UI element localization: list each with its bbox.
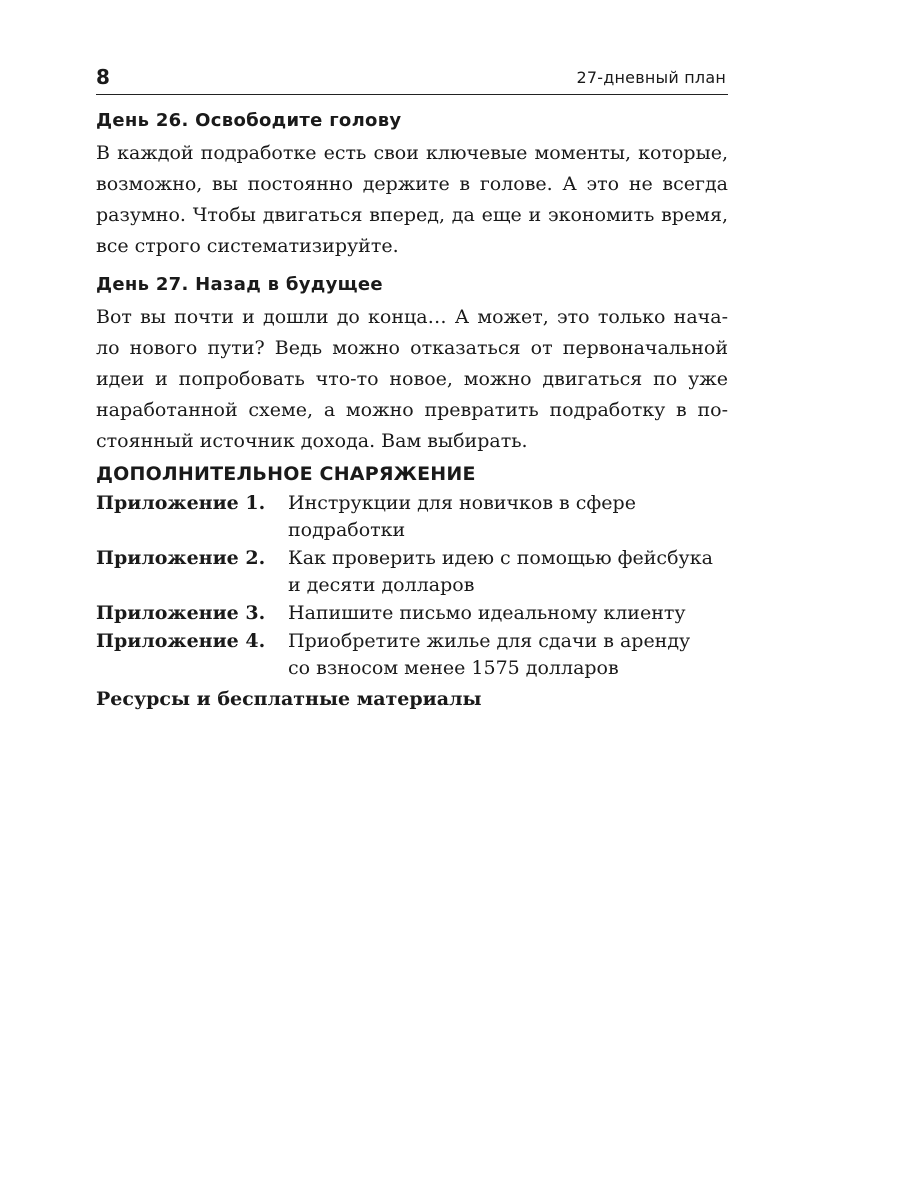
chapter-title: 27-дневный план	[576, 68, 726, 87]
appendix-item	[96, 628, 728, 682]
appendix-text-line: Напишите письмо идеальному клиенту	[288, 602, 686, 624]
day-27-heading: День 27. Назад в будущее	[96, 274, 383, 295]
paragraph-line: идеи и попробовать что-то новое, можно двигаться по уже	[96, 368, 728, 390]
paragraph-line: возможно, вы постоянно держите в голове. А это не всегда	[96, 173, 728, 195]
paragraph-line: Вот вы почти и дошли до конца… А может, это только нача-	[96, 306, 728, 328]
paragraph-line: ло нового пути? Ведь можно отказаться от первоначальной	[96, 337, 728, 359]
day-26-heading: День 26. Освободите голову	[96, 110, 402, 131]
appendix-text-line: Как проверить идею с помощью фейсбука	[288, 547, 713, 569]
appendix-label: Приложение 3.	[96, 602, 266, 624]
appendix-label: Приложение 2.	[96, 547, 266, 569]
appendix-text-line: и десяти долларов	[288, 574, 475, 596]
running-head	[96, 64, 728, 95]
appendix-item	[96, 490, 728, 544]
appendix-text-line: Инструкции для новичков в сфере	[288, 492, 636, 514]
appendix-text-line: Приобретите жилье для сдачи в аренду	[288, 630, 691, 652]
appendix-item	[96, 545, 728, 599]
paragraph-line: наработанной схеме, а можно превратить подработку в по-	[96, 399, 728, 421]
day-26-section	[96, 108, 728, 262]
equipment-section	[96, 460, 728, 713]
appendix-text	[288, 545, 728, 599]
appendix-text	[288, 490, 728, 544]
appendix-label: Приложение 1.	[96, 492, 266, 514]
day-27-paragraph	[96, 302, 728, 457]
appendix-text	[288, 628, 728, 682]
day-27-section	[96, 272, 728, 457]
paragraph-line: стоянный источник дохода. Вам выбирать.	[96, 430, 528, 452]
paragraph-line: разумно. Чтобы двигаться вперед, да еще и экономить время,	[96, 204, 728, 226]
appendix-text	[288, 600, 728, 627]
appendix-item	[96, 600, 728, 627]
paragraph-line: все строго систематизируйте.	[96, 235, 399, 257]
appendix-label: Приложение 4.	[96, 630, 266, 652]
resources-heading: Ресурсы и бесплатные материалы	[96, 688, 482, 710]
appendix-text-line: со взносом менее 1575 долларов	[288, 657, 619, 679]
paragraph-line: В каждой подработке есть свои ключевые моменты, которые,	[96, 142, 728, 164]
appendix-text-line: подработки	[288, 519, 406, 541]
day-26-paragraph	[96, 138, 728, 262]
page-number: 8	[96, 65, 110, 89]
equipment-heading: ДОПОЛНИТЕЛЬНОЕ СНАРЯЖЕНИЕ	[96, 463, 476, 485]
